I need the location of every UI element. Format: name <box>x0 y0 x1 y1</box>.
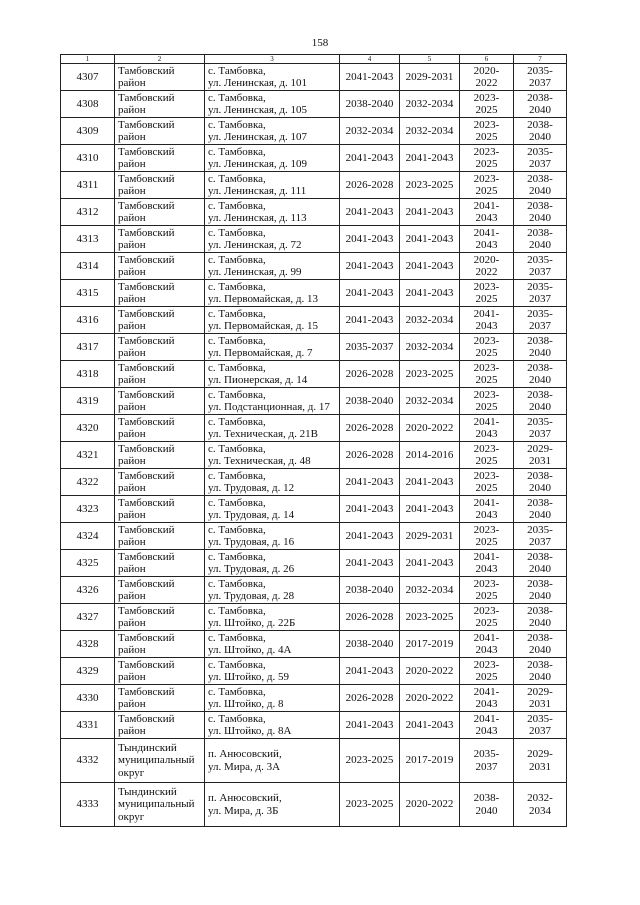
table-row <box>61 442 567 469</box>
period-cell-col4: 2041-2043 <box>340 550 400 577</box>
period-cell-col4: 2026-2028 <box>340 172 400 199</box>
address-settlement: с. Тамбовка, <box>208 631 266 644</box>
district-cell: Тамбовский район <box>115 280 205 307</box>
address-settlement: с. Тамбовка, <box>208 388 266 401</box>
address-settlement: с. Тамбовка, <box>208 307 266 320</box>
period-cell-col7: 2035-2037 <box>514 523 567 550</box>
period-cell-col6: 2035-2037 <box>460 739 514 783</box>
period-cell-col7: 2035-2037 <box>514 253 567 280</box>
address-cell <box>205 783 340 827</box>
period-cell-col6: 2023-2025 <box>460 388 514 415</box>
period-cell-col5: 2032-2034 <box>400 334 460 361</box>
address-cell <box>205 145 340 172</box>
address-street: ул. Подстанционная, д. 17 <box>208 401 330 413</box>
period-cell-col7: 2038-2040 <box>514 631 567 658</box>
period-cell-col5: 2032-2034 <box>400 91 460 118</box>
period-cell-col5: 2041-2043 <box>400 145 460 172</box>
address-cell <box>205 91 340 118</box>
period-cell-col4: 2041-2043 <box>340 469 400 496</box>
address-settlement: с. Тамбовка, <box>208 415 266 428</box>
period-cell-col4: 2041-2043 <box>340 253 400 280</box>
address-street: ул. Первомайская, д. 7 <box>208 347 313 359</box>
row-number: 4317 <box>61 334 115 361</box>
table-row <box>61 145 567 172</box>
address-cell <box>205 523 340 550</box>
page-number: 158 <box>311 37 329 49</box>
period-cell-col7: 2038-2040 <box>514 118 567 145</box>
address-cell <box>205 280 340 307</box>
period-cell-col6: 2041-2043 <box>460 226 514 253</box>
table-row <box>61 388 567 415</box>
district-cell: Тындинский муниципальный округ <box>115 739 205 783</box>
address-cell <box>205 415 340 442</box>
address-street: ул. Штойко, д. 8 <box>208 698 284 710</box>
row-number: 4319 <box>61 388 115 415</box>
period-cell-col5: 2041-2043 <box>400 496 460 523</box>
address-street: ул. Ленинская, д. 113 <box>208 212 307 224</box>
period-cell-col5: 2041-2043 <box>400 712 460 739</box>
address-cell <box>205 685 340 712</box>
row-number: 4322 <box>61 469 115 496</box>
period-cell-col6: 2041-2043 <box>460 307 514 334</box>
period-cell-col7: 2038-2040 <box>514 361 567 388</box>
period-cell-col6: 2041-2043 <box>460 712 514 739</box>
district-cell: Тамбовский район <box>115 469 205 496</box>
period-cell-col4: 2041-2043 <box>340 658 400 685</box>
address-cell <box>205 631 340 658</box>
address-street: ул. Трудовая, д. 12 <box>208 482 295 494</box>
address-settlement: с. Тамбовка, <box>208 172 266 185</box>
table-row <box>61 64 567 91</box>
table-header-row <box>61 55 567 64</box>
period-cell-col4: 2041-2043 <box>340 199 400 226</box>
district-cell: Тамбовский район <box>115 145 205 172</box>
period-cell-col6: 2041-2043 <box>460 496 514 523</box>
address-cell <box>205 253 340 280</box>
period-cell-col4: 2038-2040 <box>340 388 400 415</box>
column-header: 1 <box>61 55 115 64</box>
address-cell <box>205 307 340 334</box>
period-cell-col5: 2041-2043 <box>400 280 460 307</box>
address-cell <box>205 712 340 739</box>
period-cell-col6: 2023-2025 <box>460 118 514 145</box>
row-number: 4318 <box>61 361 115 388</box>
district-cell: Тамбовский район <box>115 388 205 415</box>
district-cell: Тамбовский район <box>115 658 205 685</box>
district-cell: Тамбовский район <box>115 442 205 469</box>
address-street: ул. Штойко, д. 8А <box>208 725 292 737</box>
district-cell: Тамбовский район <box>115 253 205 280</box>
district-cell: Тамбовский район <box>115 172 205 199</box>
address-settlement: с. Тамбовка, <box>208 253 266 266</box>
period-cell-col4: 2023-2025 <box>340 739 400 783</box>
table-row <box>61 253 567 280</box>
row-number: 4321 <box>61 442 115 469</box>
period-cell-col7: 2038-2040 <box>514 334 567 361</box>
period-cell-col6: 2041-2043 <box>460 199 514 226</box>
column-header: 5 <box>400 55 460 64</box>
address-settlement: с. Тамбовка, <box>208 199 266 212</box>
district-cell: Тамбовский район <box>115 199 205 226</box>
period-cell-col4: 2041-2043 <box>340 712 400 739</box>
district-cell: Тамбовский район <box>115 604 205 631</box>
period-cell-col6: 2041-2043 <box>460 631 514 658</box>
address-street: ул. Штойко, д. 22Б <box>208 617 296 629</box>
address-settlement: с. Тамбовка, <box>208 577 266 590</box>
district-cell: Тамбовский район <box>115 577 205 604</box>
period-cell-col5: 2023-2025 <box>400 172 460 199</box>
period-cell-col6: 2023-2025 <box>460 469 514 496</box>
address-street: ул. Мира, д. 3А <box>208 760 281 773</box>
table-body <box>61 64 567 827</box>
district-cell: Тамбовский район <box>115 307 205 334</box>
table-row <box>61 712 567 739</box>
period-cell-col7: 2029-2031 <box>514 685 567 712</box>
address-street: ул. Первомайская, д. 15 <box>208 320 318 332</box>
address-street: ул. Ленинская, д. 99 <box>208 266 302 278</box>
period-cell-col5: 2032-2034 <box>400 577 460 604</box>
period-cell-col6: 2023-2025 <box>460 442 514 469</box>
period-cell-col6: 2020-2022 <box>460 64 514 91</box>
column-header: 4 <box>340 55 400 64</box>
period-cell-col6: 2041-2043 <box>460 415 514 442</box>
address-cell <box>205 469 340 496</box>
period-cell-col4: 2032-2034 <box>340 118 400 145</box>
period-cell-col4: 2041-2043 <box>340 280 400 307</box>
row-number: 4326 <box>61 577 115 604</box>
address-cell <box>205 64 340 91</box>
period-cell-col7: 2038-2040 <box>514 604 567 631</box>
table-row <box>61 523 567 550</box>
address-cell <box>205 604 340 631</box>
period-cell-col6: 2023-2025 <box>460 172 514 199</box>
table-row <box>61 199 567 226</box>
table-row <box>61 685 567 712</box>
address-settlement: с. Тамбовка, <box>208 712 266 725</box>
address-cell <box>205 361 340 388</box>
address-cell <box>205 442 340 469</box>
period-cell-col4: 2026-2028 <box>340 442 400 469</box>
table-row <box>61 334 567 361</box>
address-street: ул. Ленинская, д. 109 <box>208 158 308 170</box>
period-cell-col6: 2023-2025 <box>460 334 514 361</box>
address-street: ул. Трудовая, д. 26 <box>208 563 295 575</box>
address-settlement: с. Тамбовка, <box>208 604 266 617</box>
period-cell-col5: 2029-2031 <box>400 523 460 550</box>
address-street: ул. Ленинская, д. 107 <box>208 131 308 143</box>
period-cell-col5: 2017-2019 <box>400 631 460 658</box>
address-street: ул. Ленинская, д. 111 <box>208 185 307 197</box>
period-cell-col4: 2026-2028 <box>340 415 400 442</box>
district-cell: Тамбовский район <box>115 685 205 712</box>
district-cell: Тамбовский район <box>115 415 205 442</box>
period-cell-col4: 2038-2040 <box>340 91 400 118</box>
address-settlement: с. Тамбовка, <box>208 118 266 131</box>
period-cell-col7: 2038-2040 <box>514 199 567 226</box>
address-street: ул. Первомайская, д. 13 <box>208 293 318 305</box>
period-cell-col4: 2026-2028 <box>340 604 400 631</box>
period-cell-col5: 2023-2025 <box>400 361 460 388</box>
address-cell <box>205 658 340 685</box>
address-settlement: п. Анюсовский, <box>208 792 282 804</box>
period-cell-col7: 2038-2040 <box>514 388 567 415</box>
period-cell-col7: 2038-2040 <box>514 91 567 118</box>
row-number: 4312 <box>61 199 115 226</box>
address-settlement: с. Тамбовка, <box>208 226 266 239</box>
period-cell-col6: 2038-2040 <box>460 783 514 827</box>
table-row <box>61 118 567 145</box>
table-row <box>61 631 567 658</box>
period-cell-col7: 2038-2040 <box>514 469 567 496</box>
row-number: 4307 <box>61 64 115 91</box>
row-number: 4315 <box>61 280 115 307</box>
district-cell: Тамбовский район <box>115 64 205 91</box>
period-cell-col5: 2041-2043 <box>400 469 460 496</box>
address-cell <box>205 739 340 783</box>
period-cell-col6: 2020-2022 <box>460 253 514 280</box>
period-cell-col7: 2035-2037 <box>514 415 567 442</box>
address-settlement: с. Тамбовка, <box>208 469 266 482</box>
period-cell-col4: 2041-2043 <box>340 523 400 550</box>
table-row <box>61 307 567 334</box>
table-row <box>61 415 567 442</box>
period-cell-col6: 2023-2025 <box>460 523 514 550</box>
address-cell <box>205 199 340 226</box>
address-street: ул. Ленинская, д. 72 <box>208 239 302 251</box>
housing-schedule-table <box>60 54 567 827</box>
address-settlement: с. Тамбовка, <box>208 145 266 158</box>
period-cell-col4: 2041-2043 <box>340 496 400 523</box>
address-street: ул. Пионерская, д. 14 <box>208 374 308 386</box>
period-cell-col6: 2023-2025 <box>460 361 514 388</box>
row-number: 4310 <box>61 145 115 172</box>
address-settlement: с. Тамбовка, <box>208 496 266 509</box>
district-cell: Тамбовский район <box>115 361 205 388</box>
period-cell-col6: 2023-2025 <box>460 658 514 685</box>
period-cell-col4: 2041-2043 <box>340 64 400 91</box>
district-cell: Тамбовский район <box>115 712 205 739</box>
period-cell-col7: 2029-2031 <box>514 739 567 783</box>
address-street: ул. Ленинская, д. 101 <box>208 77 308 89</box>
address-settlement: с. Тамбовка, <box>208 442 266 455</box>
period-cell-col7: 2038-2040 <box>514 496 567 523</box>
table-row <box>61 91 567 118</box>
district-cell: Тындинский муниципальный округ <box>115 783 205 827</box>
table-row <box>61 469 567 496</box>
period-cell-col5: 2023-2025 <box>400 604 460 631</box>
address-street: ул. Штойко, д. 4А <box>208 644 292 656</box>
period-cell-col4: 2023-2025 <box>340 783 400 827</box>
period-cell-col4: 2035-2037 <box>340 334 400 361</box>
address-settlement: с. Тамбовка, <box>208 361 266 374</box>
address-settlement: с. Тамбовка, <box>208 280 266 293</box>
row-number: 4313 <box>61 226 115 253</box>
table-row <box>61 172 567 199</box>
period-cell-col7: 2038-2040 <box>514 658 567 685</box>
district-cell: Тамбовский район <box>115 631 205 658</box>
period-cell-col6: 2023-2025 <box>460 91 514 118</box>
period-cell-col5: 2020-2022 <box>400 658 460 685</box>
period-cell-col4: 2038-2040 <box>340 631 400 658</box>
address-cell <box>205 577 340 604</box>
period-cell-col5: 2020-2022 <box>400 783 460 827</box>
address-settlement: с. Тамбовка, <box>208 91 266 104</box>
period-cell-col5: 2029-2031 <box>400 64 460 91</box>
row-number: 4324 <box>61 523 115 550</box>
table-row <box>61 604 567 631</box>
address-settlement: с. Тамбовка, <box>208 550 266 563</box>
period-cell-col5: 2041-2043 <box>400 226 460 253</box>
period-cell-col4: 2041-2043 <box>340 145 400 172</box>
row-number: 4308 <box>61 91 115 118</box>
district-cell: Тамбовский район <box>115 91 205 118</box>
period-cell-col5: 2020-2022 <box>400 415 460 442</box>
table-row <box>61 739 567 783</box>
address-cell <box>205 334 340 361</box>
table-row <box>61 361 567 388</box>
period-cell-col7: 2035-2037 <box>514 280 567 307</box>
row-number: 4323 <box>61 496 115 523</box>
table-row <box>61 783 567 827</box>
address-settlement: с. Тамбовка, <box>208 685 266 698</box>
address-street: ул. Штойко, д. 59 <box>208 671 290 683</box>
address-street: ул. Трудовая, д. 28 <box>208 590 295 602</box>
row-number: 4328 <box>61 631 115 658</box>
period-cell-col7: 2032-2034 <box>514 783 567 827</box>
address-street: ул. Техническая, д. 21В <box>208 428 318 440</box>
address-settlement: с. Тамбовка, <box>208 658 266 671</box>
district-cell: Тамбовский район <box>115 550 205 577</box>
period-cell-col5: 2032-2034 <box>400 388 460 415</box>
row-number: 4325 <box>61 550 115 577</box>
period-cell-col7: 2038-2040 <box>514 172 567 199</box>
row-number: 4327 <box>61 604 115 631</box>
column-header: 7 <box>514 55 567 64</box>
period-cell-col5: 2041-2043 <box>400 253 460 280</box>
table-row <box>61 226 567 253</box>
address-cell <box>205 226 340 253</box>
address-cell <box>205 496 340 523</box>
address-street: ул. Трудовая, д. 16 <box>208 536 295 548</box>
period-cell-col4: 2026-2028 <box>340 685 400 712</box>
district-cell: Тамбовский район <box>115 523 205 550</box>
address-settlement: с. Тамбовка, <box>208 334 266 347</box>
district-cell: Тамбовский район <box>115 118 205 145</box>
period-cell-col4: 2038-2040 <box>340 577 400 604</box>
address-settlement: с. Тамбовка, <box>208 64 266 77</box>
row-number: 4314 <box>61 253 115 280</box>
address-street: ул. Мира, д. 3Б <box>208 804 279 817</box>
period-cell-col7: 2035-2037 <box>514 64 567 91</box>
period-cell-col6: 2041-2043 <box>460 685 514 712</box>
period-cell-col4: 2041-2043 <box>340 226 400 253</box>
period-cell-col6: 2023-2025 <box>460 280 514 307</box>
row-number: 4332 <box>61 739 115 783</box>
period-cell-col6: 2023-2025 <box>460 145 514 172</box>
row-number: 4329 <box>61 658 115 685</box>
period-cell-col7: 2038-2040 <box>514 550 567 577</box>
row-number: 4316 <box>61 307 115 334</box>
period-cell-col6: 2041-2043 <box>460 550 514 577</box>
period-cell-col5: 2017-2019 <box>400 739 460 783</box>
column-header: 3 <box>205 55 340 64</box>
period-cell-col5: 2014-2016 <box>400 442 460 469</box>
row-number: 4309 <box>61 118 115 145</box>
period-cell-col6: 2023-2025 <box>460 577 514 604</box>
column-header: 2 <box>115 55 205 64</box>
period-cell-col7: 2035-2037 <box>514 145 567 172</box>
district-cell: Тамбовский район <box>115 226 205 253</box>
address-cell <box>205 388 340 415</box>
table-row <box>61 550 567 577</box>
period-cell-col5: 2032-2034 <box>400 118 460 145</box>
table-row <box>61 496 567 523</box>
period-cell-col6: 2023-2025 <box>460 604 514 631</box>
row-number: 4331 <box>61 712 115 739</box>
column-header: 6 <box>460 55 514 64</box>
period-cell-col7: 2035-2037 <box>514 712 567 739</box>
address-street: ул. Трудовая, д. 14 <box>208 509 295 521</box>
address-cell <box>205 118 340 145</box>
address-cell <box>205 172 340 199</box>
district-cell: Тамбовский район <box>115 496 205 523</box>
period-cell-col7: 2029-2031 <box>514 442 567 469</box>
period-cell-col4: 2026-2028 <box>340 361 400 388</box>
period-cell-col7: 2038-2040 <box>514 577 567 604</box>
table-row <box>61 280 567 307</box>
period-cell-col5: 2041-2043 <box>400 199 460 226</box>
period-cell-col4: 2041-2043 <box>340 307 400 334</box>
period-cell-col7: 2035-2037 <box>514 307 567 334</box>
row-number: 4311 <box>61 172 115 199</box>
address-settlement: п. Анюсовский, <box>208 748 282 760</box>
period-cell-col5: 2032-2034 <box>400 307 460 334</box>
period-cell-col5: 2020-2022 <box>400 685 460 712</box>
table-row <box>61 658 567 685</box>
period-cell-col5: 2041-2043 <box>400 550 460 577</box>
table-row <box>61 577 567 604</box>
address-street: ул. Техническая, д. 48 <box>208 455 311 467</box>
row-number: 4333 <box>61 783 115 827</box>
address-settlement: с. Тамбовка, <box>208 523 266 536</box>
district-cell: Тамбовский район <box>115 334 205 361</box>
address-street: ул. Ленинская, д. 105 <box>208 104 308 116</box>
address-cell <box>205 550 340 577</box>
period-cell-col7: 2038-2040 <box>514 226 567 253</box>
row-number: 4320 <box>61 415 115 442</box>
row-number: 4330 <box>61 685 115 712</box>
